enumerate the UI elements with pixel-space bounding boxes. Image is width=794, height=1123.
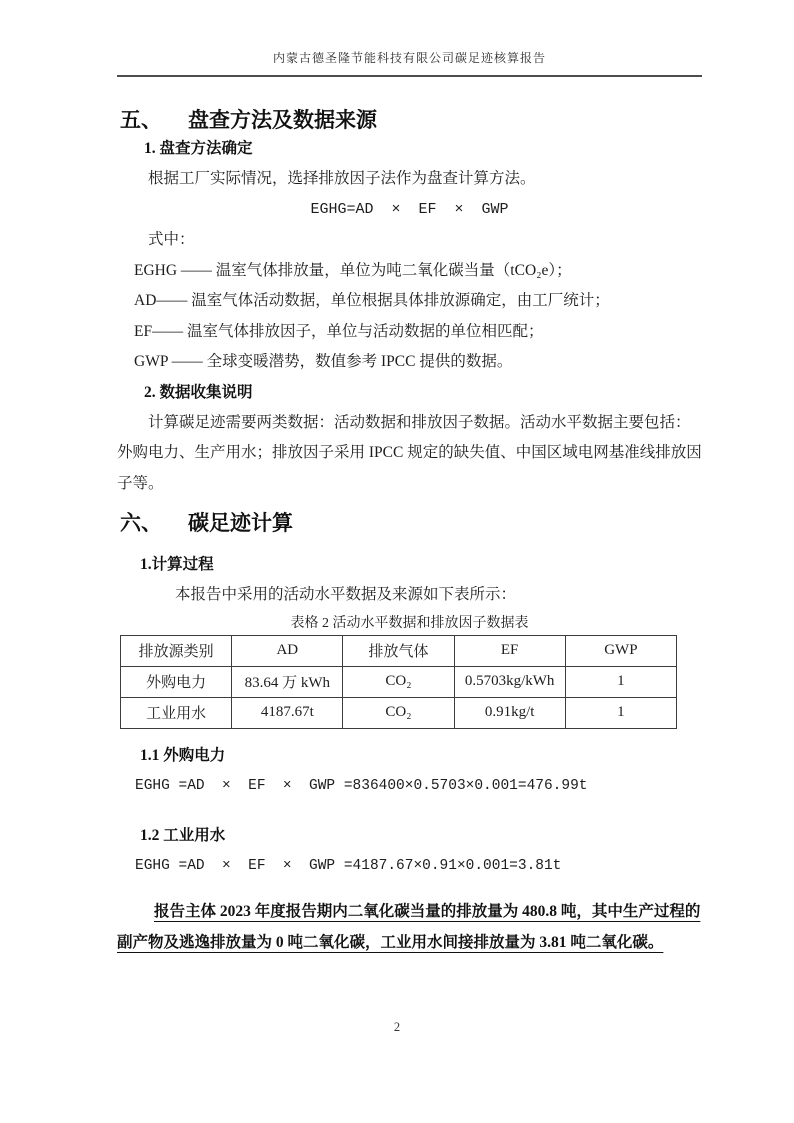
calc-water: EGHG =AD × EF × GWP =4187.67×0.91×0.001=3.81t: [135, 858, 562, 874]
section5-title: 盘查方法及数据来源: [188, 108, 377, 132]
definition-ad: AD—— 温室气体活动数据，单位根据具体排放源确定，由工厂统计；: [134, 292, 610, 309]
section5-sub1-heading: 1. 盘查方法确定: [144, 140, 253, 157]
conclusion-paragraph: 报告主体 2023 年度报告期内二氧化碳当量的排放量为 480.8 吨，其中生产过程的副产物及逃逸排放量为 0 吨二氧化碳，工业用水间接排放量为 3.81 吨二氧化碳。: [117, 902, 701, 951]
formula-intro: 式中：: [148, 231, 195, 248]
table-header-row: [121, 635, 677, 666]
table-caption: 表格 2 活动水平数据和排放因子数据表: [290, 615, 529, 631]
column-header-ef: EF: [454, 635, 565, 666]
section6-sub11-heading: 1.1 外购电力: [140, 746, 226, 764]
paragraph-data-collection: 计算碳足迹需要两类数据：活动数据和排放因子数据。活动水平数据主要包括：外购电力、生产用水；排放因子采用 IPCC 规定的缺失值、中国区域电网基准线排放因子等。: [117, 413, 702, 492]
section5-heading: [117, 106, 702, 134]
paragraph-method: 根据工厂实际情况，选择排放因子法作为盘查计算方法。: [148, 170, 536, 187]
activity-data-table: [120, 635, 677, 729]
cell-ad: 4187.67t: [232, 697, 343, 728]
calc-electricity: EGHG =AD × EF × GWP =836400×0.5703×0.001=476.99t: [135, 777, 588, 794]
section6-sub1-heading: 1.计算过程: [140, 556, 214, 573]
cell-gas: CO₂: [343, 666, 454, 697]
page-number: 2: [393, 1020, 401, 1034]
formula-eghg: EGHG=AD × EF × GWP: [310, 200, 509, 218]
section6-sub12-heading: 1.2 工业用水: [140, 827, 226, 844]
cell-gas: CO₂: [343, 697, 454, 728]
page-footer: [0, 1020, 794, 1035]
cell-source: 工业用水: [121, 697, 232, 728]
cell-ef: 0.5703kg/kWh: [454, 666, 565, 697]
definition-ef: EF—— 温室气体排放因子，单位与活动数据的单位相匹配；: [134, 322, 544, 340]
definition-gwp: GWP —— 全球变暖潜势，数值参考 IPCC 提供的数据。: [134, 353, 513, 370]
table-row-electricity: [121, 666, 677, 697]
definition-eghg: EGHG —— 温室气体排放量，单位为吨二氧化碳当量（tCO₂e）；: [134, 261, 572, 279]
section5-sub2-heading: 2. 数据收集说明: [144, 383, 253, 401]
column-header-gas: 排放气体: [343, 635, 454, 666]
section5-number: 五、: [120, 108, 162, 132]
column-header-gwp: GWP: [565, 635, 676, 666]
table-intro: 本报告中采用的活动水平数据及来源如下表所示：: [175, 586, 517, 603]
column-header-source: 排放源类别: [121, 635, 232, 666]
table-row-water: [121, 697, 677, 728]
section6-number: 六、: [120, 511, 162, 535]
cell-ad: 83.64 万 kWh: [232, 666, 343, 697]
document-header: [117, 0, 702, 77]
cell-gwp: 1: [565, 666, 676, 697]
header-title: 内蒙古德圣隆节能科技有限公司碳足迹核算报告: [272, 51, 546, 65]
cell-ef: 0.91kg/t: [454, 697, 565, 728]
cell-gwp: 1: [565, 697, 676, 728]
cell-source: 外购电力: [121, 666, 232, 697]
page-content: [117, 0, 702, 958]
section6-heading: [117, 509, 702, 537]
section6-title: 碳足迹计算: [188, 511, 293, 535]
column-header-ad: AD: [232, 635, 343, 666]
